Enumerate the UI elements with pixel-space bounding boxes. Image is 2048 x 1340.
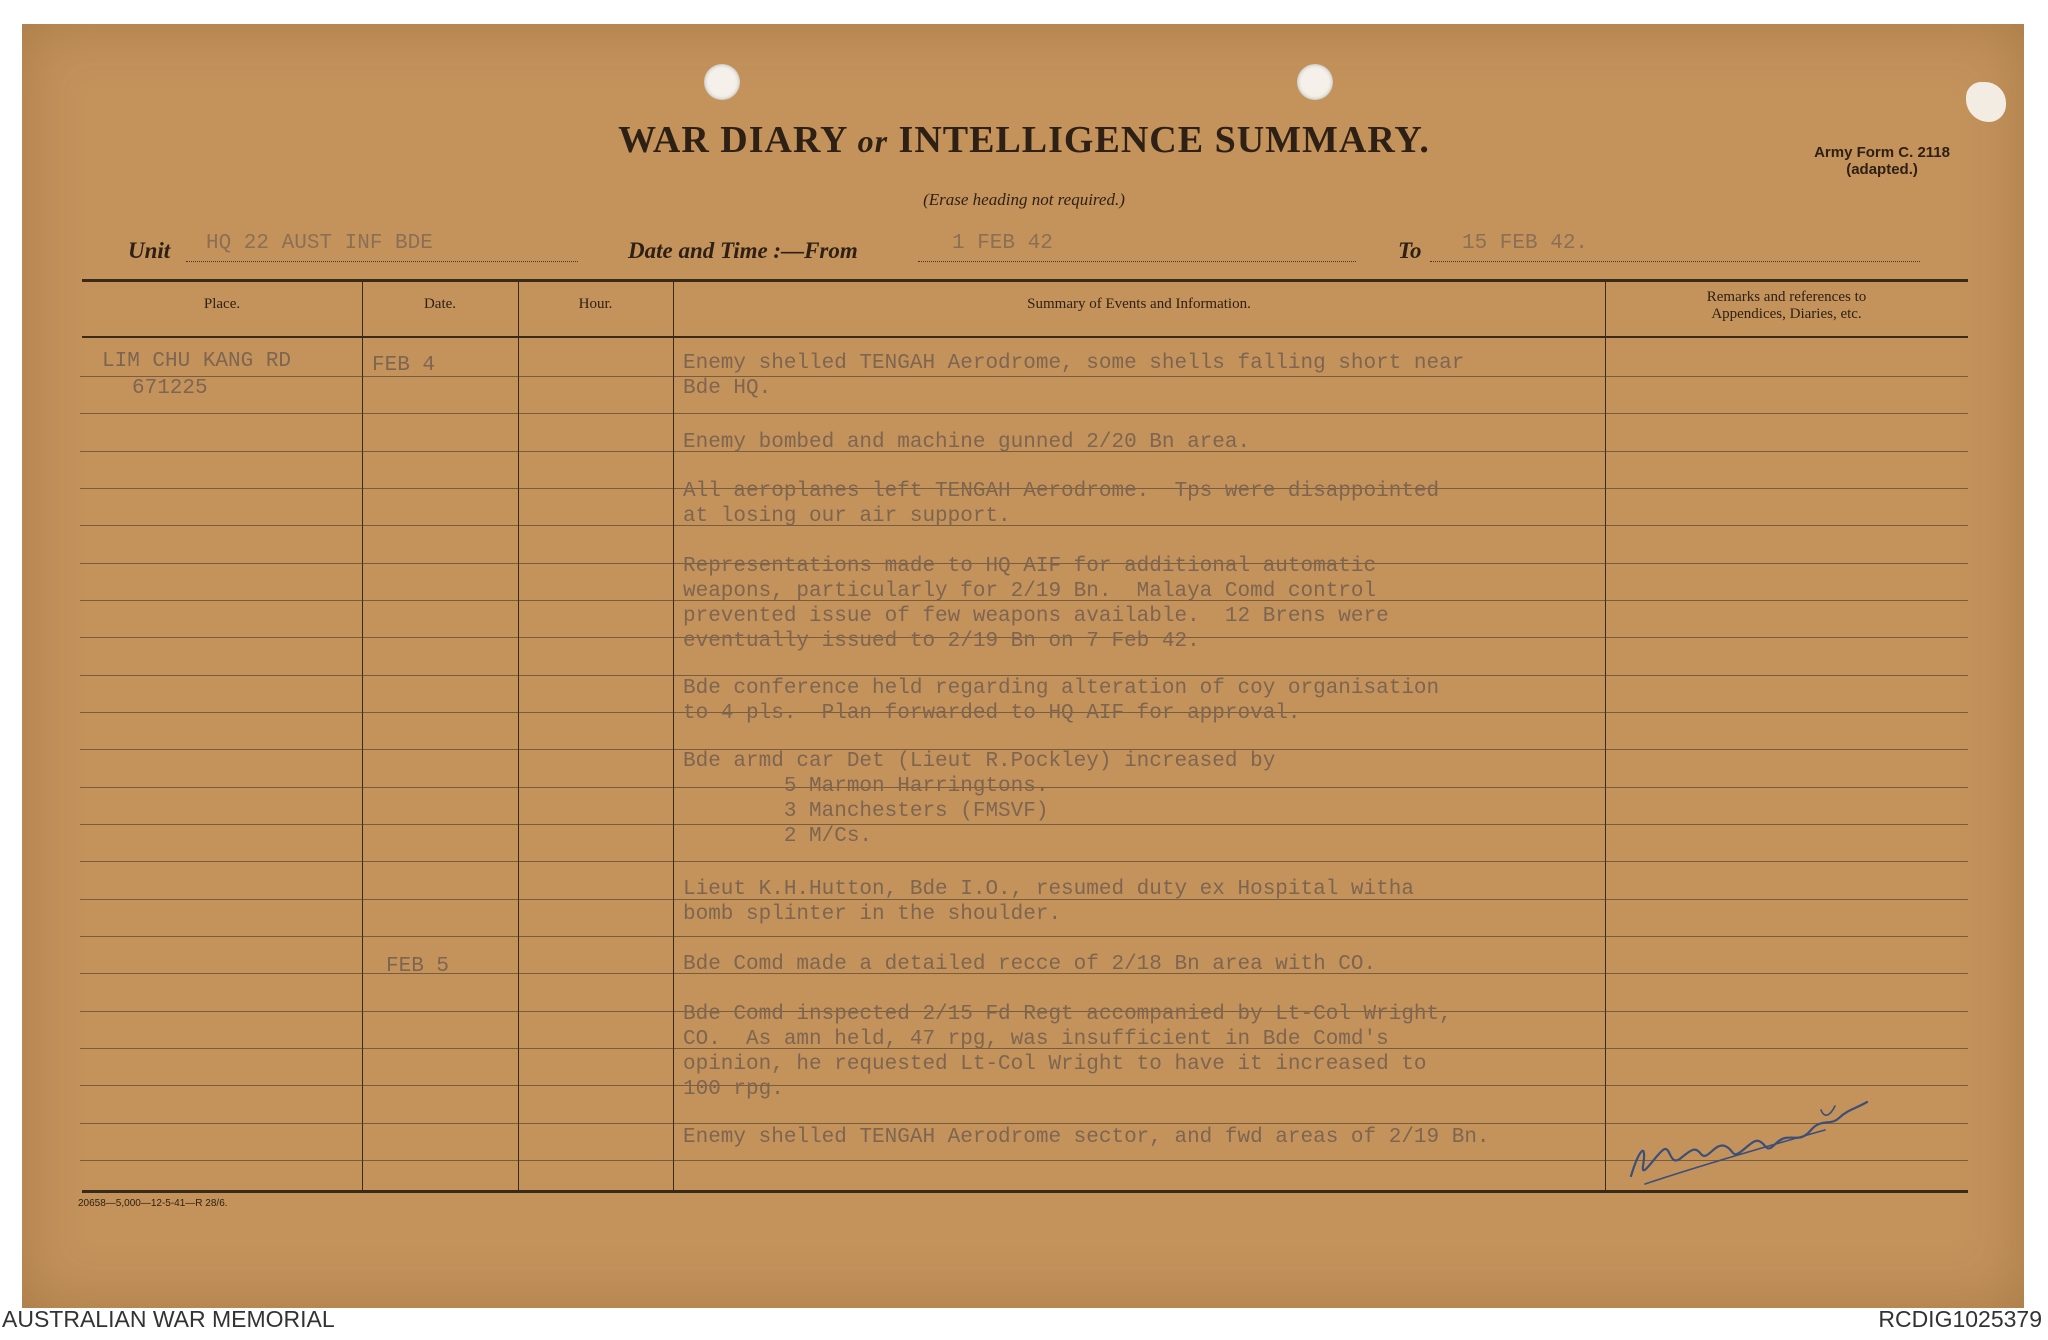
title-war-diary: WAR DIARY xyxy=(618,119,848,161)
column-header-summary: Summary of Events and Information. xyxy=(1027,296,1251,312)
title-intelligence-summary: INTELLIGENCE SUMMARY. xyxy=(898,119,1430,161)
place-line-1: LIM CHU KANG RD xyxy=(102,350,292,373)
entry-3: All aeroplanes left TENGAH Aerodrome. Tps were disappointed at losing our air support. xyxy=(683,480,1440,528)
caption-right: RCDIG1025379 xyxy=(1878,1306,2042,1332)
entry-2: Enemy bombed and machine gunned 2/20 Bn area. xyxy=(683,431,1251,454)
remarks-header-line1: Remarks and references to xyxy=(1706,289,1867,305)
column-header-remarks xyxy=(1605,289,1968,323)
unit-label: Unit xyxy=(128,238,171,263)
table-bottom-rule xyxy=(82,1190,1968,1193)
column-divider-hour xyxy=(673,280,674,1190)
ruled-line xyxy=(80,413,1968,414)
ruled-line xyxy=(80,861,1968,862)
date-feb-5: FEB 5 xyxy=(386,955,450,978)
column-header-hour: Hour. xyxy=(578,296,613,312)
column-header-place: Place. xyxy=(203,296,241,312)
entry-6: Bde armd car Det (Lieut R.Pockley) increased by 5 Marmon Harringtons. 3 Manchesters (FMSVF) 2 M/Cs. xyxy=(683,750,1276,848)
unit-value: HQ 22 AUST INF BDE xyxy=(206,232,433,255)
entry-1: Enemy shelled TENGAH Aerodrome, some shells falling short near Bde HQ. xyxy=(683,352,1465,400)
army-form-line1: Army Form C. 2118 xyxy=(1814,144,1950,161)
unit-underline xyxy=(186,261,578,262)
entry-8: Bde Comd made a detailed recce of 2/18 Bn area with CO. xyxy=(683,953,1377,976)
date-from-value: 1 FEB 42 xyxy=(952,232,1053,255)
form-title xyxy=(0,118,2048,162)
date-from-underline xyxy=(918,261,1356,262)
date-to-label: To xyxy=(1398,238,1422,263)
entry-10: Enemy shelled TENGAH Aerodrome sector, and fwd areas of 2/19 Bn. xyxy=(683,1126,1490,1149)
entry-5: Bde conference held regarding alteration of coy organisation to 4 pls. Plan forwarded to HQ AIF for approval. xyxy=(683,677,1440,725)
punch-hole-right xyxy=(1297,64,1333,100)
column-divider-summary xyxy=(1605,280,1606,1190)
column-divider-place xyxy=(362,280,363,1190)
date-to-underline xyxy=(1430,261,1920,262)
date-from-label: Date and Time :—From xyxy=(628,238,858,263)
place-line-2: 671225 xyxy=(132,377,208,400)
remarks-header-line2: Appendices, Diaries, etc. xyxy=(1711,306,1862,322)
table-top-rule xyxy=(82,279,1968,282)
date-to-value: 15 FEB 42. xyxy=(1462,232,1589,255)
entry-7: Lieut K.H.Hutton, Bde I.O., resumed duty ex Hospital witha bomb splinter in the shoulder. xyxy=(683,878,1414,926)
printer-code: 20658—5,000—12-5-41—R 28/6. xyxy=(78,1198,228,1209)
army-form-number xyxy=(1814,144,1950,178)
entry-9: Bde Comd inspected 2/15 Fd Regt accompanied by Lt-Col Wright, CO. As amn held, 47 rpg, was insufficient in Bde Comd's opinion, he requested Lt-Col Wright to have it increased to 100 rpg. xyxy=(683,1003,1452,1101)
punch-hole-left xyxy=(704,64,740,100)
column-header-date: Date. xyxy=(423,296,457,312)
ruled-line xyxy=(80,936,1968,937)
caption-left: AUSTRALIAN WAR MEMORIAL xyxy=(2,1306,335,1332)
form-subtitle: (Erase heading not required.) xyxy=(923,190,1125,209)
entry-4: Representations made to HQ AIF for additional automatic weapons, particularly for 2/19 Bn. Malaya Comd control prevented issue of few weapons available. 12 Brens were eventually issued to 2/19 Bn on 7 Feb 42. xyxy=(683,555,1389,653)
title-or: or xyxy=(857,123,889,159)
date-feb-4: FEB 4 xyxy=(372,354,436,377)
handwritten-signature xyxy=(1625,1080,1875,1190)
column-divider-date xyxy=(518,280,519,1190)
table-header-rule xyxy=(82,336,1968,338)
army-form-line2: (adapted.) xyxy=(1846,161,1918,178)
